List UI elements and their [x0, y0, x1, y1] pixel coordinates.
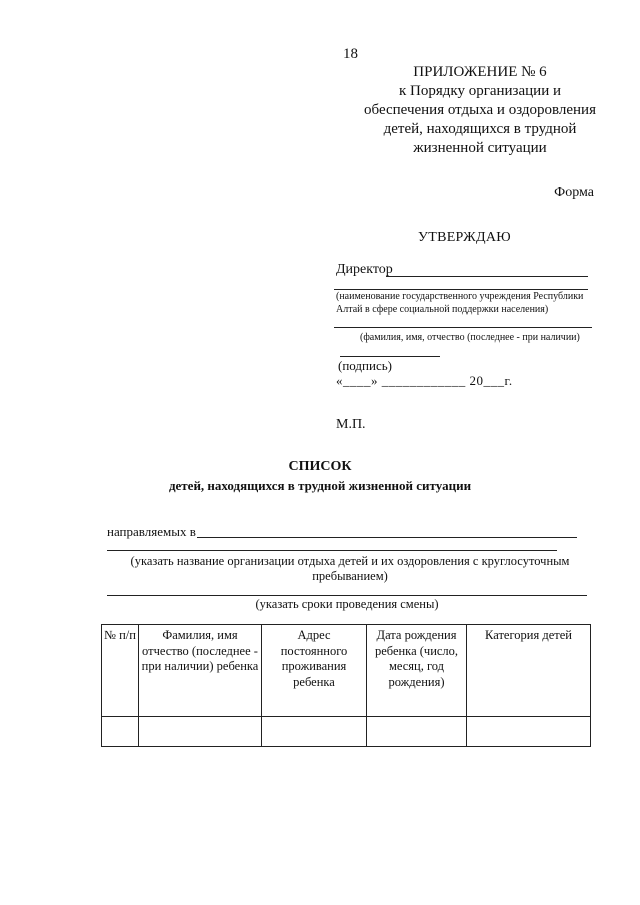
approval-title: УТВЕРЖДАЮ	[418, 230, 511, 245]
appendix-line: к Порядку организации и	[398, 83, 562, 99]
director-name-line	[386, 276, 588, 277]
column-header-category: Категория детей	[467, 625, 591, 717]
appendix-line: жизненной ситуации	[413, 140, 547, 156]
institution-note: (наименование государственного учреждения Республики Алтай в сфере социальной поддержки населения)	[336, 291, 584, 315]
sent-to-label: направляемых в	[107, 524, 196, 539]
table-cell[interactable]	[102, 717, 139, 747]
table-cell[interactable]	[367, 717, 467, 747]
fio-line	[334, 327, 592, 328]
seal-mark: М.П.	[336, 417, 366, 432]
sent-to-line	[197, 537, 577, 538]
appendix-line: ПРИЛОЖЕНИЕ № 6	[413, 64, 547, 80]
appendix-header	[340, 63, 620, 158]
table-cell[interactable]	[262, 717, 367, 747]
table-cell[interactable]	[467, 717, 591, 747]
column-header-birth-date: Дата рождения ребенка (число, месяц, год рождения)	[367, 625, 467, 717]
organization-note: (указать название организации отдыха детей и их оздоровления с круглосуточным пребыванием)	[130, 554, 570, 583]
appendix-line: обеспечения отдыха и оздоровления	[364, 102, 596, 118]
approval-date-line: «____» ____________ 20___г.	[336, 373, 513, 388]
signature-label: (подпись)	[338, 358, 392, 373]
session-dates-line	[107, 595, 587, 596]
page-number: 18	[343, 46, 358, 62]
column-header-address: Адрес постоянного проживания ребенка	[262, 625, 367, 717]
list-subtitle: детей, находящихся в трудной жизненной ситуации	[168, 478, 472, 493]
table-cell[interactable]	[139, 717, 262, 747]
list-title: СПИСОК	[288, 459, 352, 474]
column-header-full-name: Фамилия, имя отчество (последнее - при наличии) ребенка	[139, 625, 262, 717]
fio-note: (фамилия, имя, отчество (последнее - при наличии)	[360, 332, 580, 343]
signature-line	[340, 356, 440, 357]
table-row	[102, 717, 591, 747]
column-header-number: № п/п	[102, 625, 139, 717]
organization-line	[107, 550, 557, 551]
session-dates-note: (указать сроки проведения смены)	[255, 597, 439, 611]
children-table	[101, 624, 591, 747]
appendix-line: детей, находящихся в трудной	[383, 121, 577, 137]
director-label: Директор	[336, 262, 393, 277]
table-header-row	[102, 625, 591, 717]
form-label: Форма	[554, 185, 594, 200]
